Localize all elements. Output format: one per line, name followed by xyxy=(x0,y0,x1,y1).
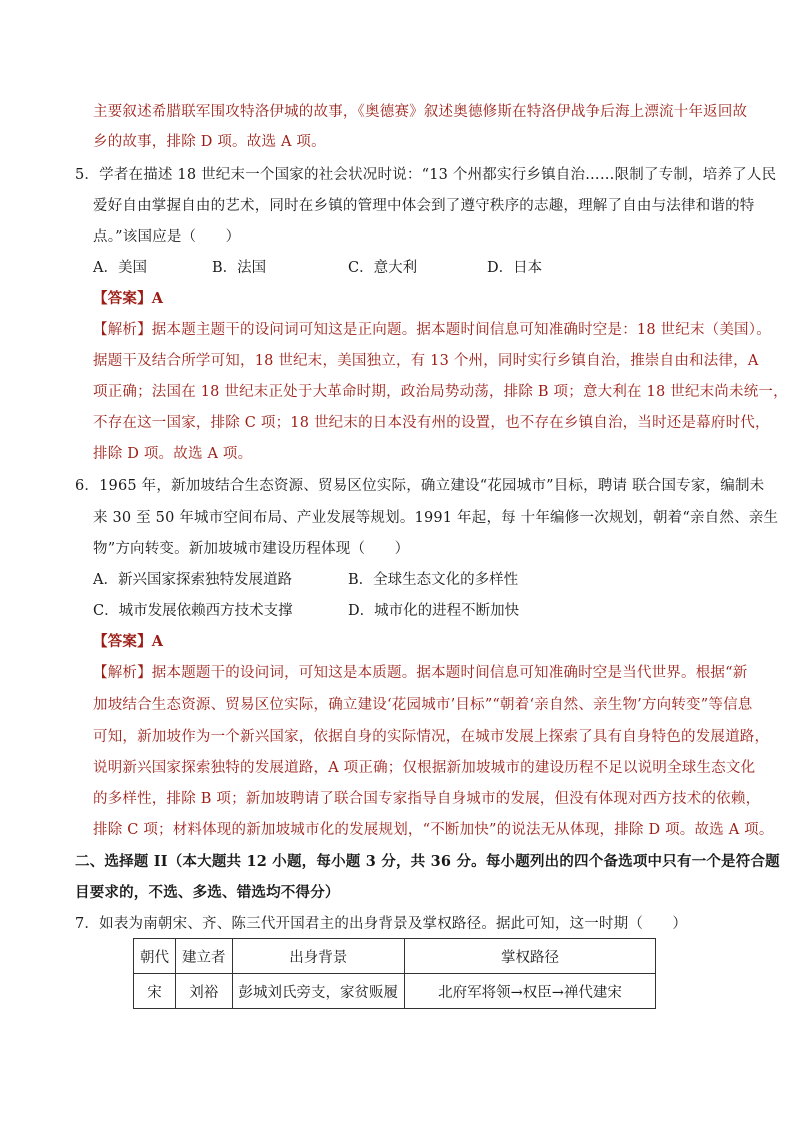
table-cell: 北府军将领→权臣→禅代建宋 xyxy=(405,974,656,1009)
table-row xyxy=(134,974,656,1009)
table-header-cell: 朝代 xyxy=(134,939,176,974)
q5-analysis-line-2: 据题干及结合所学可知，18 世纪末，美国独立，有 13 个州，同时实行乡镇自治，推崇自由和法律，A xyxy=(93,353,759,369)
q5-answer: 【答案】A xyxy=(93,290,164,307)
q5-stem-line-2: 爱好自由掌握自由的艺术，同时在乡镇的管理中体会到了遵守秩序的志趣，理解了自由与法律和谐的特 xyxy=(93,198,755,214)
q5-stem-line-1: 5．学者在描述 18 世纪末一个国家的社会状况时说：“13 个州都实行乡镇自治……限制了专制，培养了人民 xyxy=(75,167,777,183)
q5-analysis-line-5: 排除 D 项。故选 A 项。 xyxy=(93,446,253,462)
q6-analysis-line-5: 的多样性，排除 B 项；新加坡聘请了联合国专家指导自身城市的发展，但没有体现对西方技术的依赖， xyxy=(93,791,761,807)
table-cell: 宋 xyxy=(134,974,176,1009)
q6-answer: 【答案】A xyxy=(93,633,164,650)
q6-option-d: D．城市化的进程不断加快 xyxy=(348,603,520,619)
q6-analysis-line-3: 可知，新加坡作为一个新兴国家，依据自身的实际情况，在城市发展上探索了具有自身特色的发展道路， xyxy=(93,729,770,745)
q6-stem-line-3: 物”方向转变。新加坡城市建设历程体现（ ） xyxy=(93,541,410,557)
q6-analysis-line-6: 排除 C 项；材料体现的新加坡城市化的发展规划，“不断加快”的说法无从体现，排除 D 项。故选 A 项。 xyxy=(93,822,774,838)
q5-option-a: A．美国 xyxy=(93,260,147,276)
q6-analysis-line-2: 加坡结合生态资源、贸易区位实际，确立建设‘花园城市’目标”“朝着‘亲自然、亲生物’方向转变”等信息 xyxy=(93,697,753,713)
section-heading-line-1: 二、选择题 II（本大题共 12 小题，每小题 3 分，共 36 分。每小题列出的四个备选项中只有一个是符合题 xyxy=(75,853,780,870)
section-heading-line-2: 目要求的，不选、多选、错选均不得分） xyxy=(75,884,340,901)
q5-option-c: C．意大利 xyxy=(348,260,418,276)
table-header-cell: 建立者 xyxy=(176,939,233,974)
q6-option-b: B．全球生态文化的多样性 xyxy=(348,572,519,588)
q6-stem-line-1: 6．1965 年，新加坡结合生态资源、贸易区位实际，确立建设“花园城市”目标，聘请 联合国专家，编制未 xyxy=(75,478,765,494)
q5-option-d: D．日本 xyxy=(487,260,543,276)
q6-option-c: C．城市发展依赖西方技术支撑 xyxy=(93,603,293,619)
prev-analysis-line-1: 主要叙述希腊联军围攻特洛伊城的故事，《奥德赛》叙述奥德修斯在特洛伊战争后海上漂流十年返回故 xyxy=(93,104,748,120)
q6-analysis-line-4: 说明新兴国家探索独特的发展道路，A 项正确；仅根据新加坡城市的建设历程不足以说明全球生态文化 xyxy=(93,760,756,776)
table-header-cell: 出身背景 xyxy=(232,939,405,974)
q5-option-b: B．法国 xyxy=(212,260,267,276)
q5-analysis-line-4: 不存在这一国家，排除 C 项；18 世纪末的日本没有州的设置，也不存在乡镇自治，当时还是幕府时代， xyxy=(93,415,770,431)
q5-analysis-line-1: 【解析】据本题主题干的设问词可知这是正向题。据本题时间信息可知准确时空是：18 世纪末（美国）。 xyxy=(93,322,771,338)
q6-option-a: A．新兴国家探索独特发展道路 xyxy=(93,572,292,588)
prev-analysis-line-2: 乡的故事，排除 D 项。故选 A 项。 xyxy=(93,134,326,150)
table-header-cell: 掌权路径 xyxy=(405,939,656,974)
table-cell: 彭城刘氏旁支，家贫贩履 xyxy=(232,974,405,1009)
q7-stem: 7．如表为南朝宋、齐、陈三代开国君主的出身背景及掌权路径。据此可知，这一时期（ ） xyxy=(75,916,688,932)
q5-stem-line-3: 点。”该国应是（ ） xyxy=(93,229,241,245)
q6-analysis-line-1: 【解析】据本题题干的设问词，可知这是本质题。据本题时间信息可知准确时空是当代世界。根据“新 xyxy=(93,665,748,681)
q7-table xyxy=(133,938,656,1009)
q6-stem-line-2: 来 30 至 50 年城市空间布局、产业发展等规划。1991 年起，每 十年编修一次规划，朝着“亲自然、亲生 xyxy=(93,510,779,526)
q5-analysis-line-3: 项正确；法国在 18 世纪末正处于大革命时期，政治局势动荡，排除 B 项；意大利在 18 世纪末尚未统一， xyxy=(93,384,788,400)
table-cell: 刘裕 xyxy=(176,974,233,1009)
table-header-row xyxy=(134,939,656,974)
